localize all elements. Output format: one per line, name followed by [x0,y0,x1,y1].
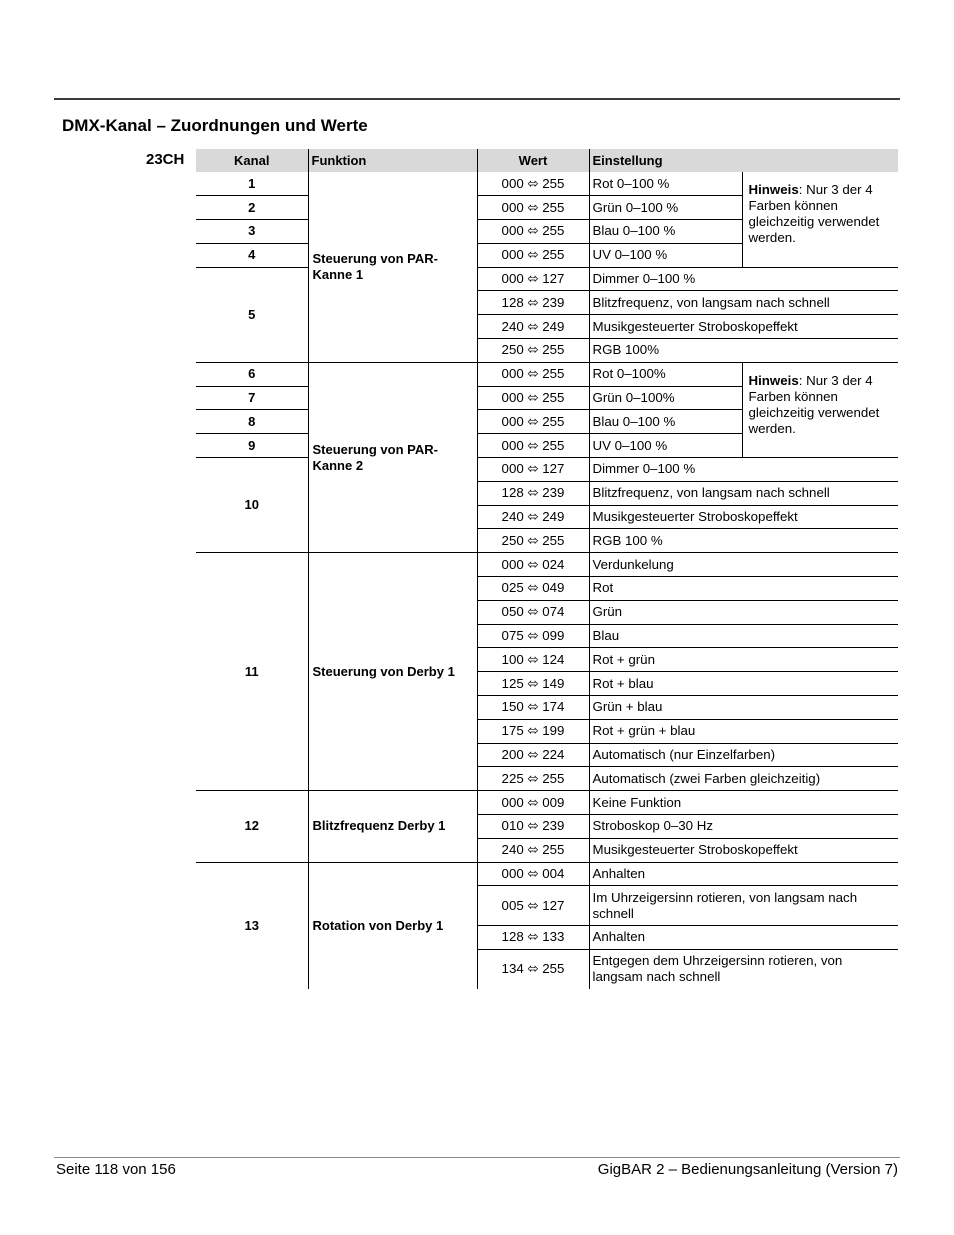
footer-document-title: GigBAR 2 – Bedienungsanleitung (Version 7) [597,1161,898,1178]
value-cell: 128 ⬄ 239 [477,481,589,505]
table-header-row [196,149,898,172]
value-cell: 000 ⬄ 255 [477,410,589,434]
channel-cell: 4 [196,243,308,267]
channel-cell: 10 [196,458,308,553]
note-label: Hinweis [748,372,799,388]
note-text: : Nur 3 der 4 Farben können gleichzeitig verwendet werden. [748,372,880,436]
value-cell: 000 ⬄ 255 [477,434,589,458]
table-row [196,267,898,291]
setting-cell: Im Uhrzeigersinn rotieren, von langsam nach schnell [589,886,898,926]
dmx-table [196,149,898,989]
setting-cell: Entgegen dem Uhrzeigersinn rotieren, von langsam nach schnell [589,949,898,989]
mode-label: 23CH [146,151,185,168]
channel-cell: 13 [244,917,259,933]
setting-cell: Rot + blau [589,672,898,696]
channel-cell: 7 [196,386,308,410]
setting-cell: Automatisch (zwei Farben gleichzeitig) [589,767,898,791]
value-cell: 010 ⬄ 239 [477,815,589,839]
table-row [196,862,898,886]
function-cell: Steuerung von Derby 1 [308,553,477,791]
value-cell: 134 ⬄ 255 [477,949,589,989]
table-row [196,172,898,196]
value-cell: 005 ⬄ 127 [477,886,589,926]
function-cell: Rotation von Derby 1 [308,862,477,989]
channel-cell: 3 [196,220,308,244]
bottom-rule [54,1157,900,1158]
value-cell: 240 ⬄ 249 [477,505,589,529]
setting-cell: Blau 0–100 % [589,410,742,434]
value-cell: 000 ⬄ 255 [477,220,589,244]
setting-cell: Blau 0–100 % [589,220,742,244]
section-title: DMX-Kanal – Zuordnungen und Werte [62,116,368,135]
channel-cell: 1 [196,172,308,196]
value-cell: 200 ⬄ 224 [477,743,589,767]
channel-cell: 5 [196,267,308,362]
setting-cell: Anhalten [589,862,898,886]
value-cell: 000 ⬄ 024 [477,553,589,577]
value-cell: 240 ⬄ 255 [477,838,589,862]
value-cell: 075 ⬄ 099 [477,624,589,648]
value-cell: 050 ⬄ 074 [477,600,589,624]
setting-cell: RGB 100 % [589,529,898,553]
setting-cell: Verdunkelung [589,553,898,577]
value-cell: 000 ⬄ 127 [477,267,589,291]
header-wert: Wert [477,149,589,172]
value-cell: 225 ⬄ 255 [477,767,589,791]
setting-cell: Rot + grün [589,648,898,672]
setting-cell: Musikgesteuerter Stroboskopeffekt [589,505,898,529]
setting-cell: Automatisch (nur Einzelfarben) [589,743,898,767]
setting-cell: Dimmer 0–100 % [589,267,898,291]
value-cell: 125 ⬄ 149 [477,672,589,696]
value-cell: 128 ⬄ 239 [477,291,589,315]
table-row [196,362,898,386]
header-einstellung: Einstellung [589,149,898,172]
setting-cell: Dimmer 0–100 % [589,458,898,482]
header-funktion: Funktion [308,149,477,172]
value-cell: 240 ⬄ 249 [477,315,589,339]
setting-cell: Rot 0–100% [589,362,742,386]
value-cell: 000 ⬄ 009 [477,791,589,815]
setting-cell: Musikgesteuerter Stroboskopeffekt [589,315,898,339]
channel-cell: 6 [196,362,308,386]
setting-cell: Rot + grün + blau [589,719,898,743]
note-cell [742,172,898,267]
note-cell [742,362,898,457]
setting-cell: Rot 0–100 % [589,172,742,196]
function-cell: Steuerung von PAR-Kanne 2 [308,362,477,552]
setting-cell: Stroboskop 0–30 Hz [589,815,898,839]
setting-cell: Rot [589,577,898,601]
value-cell: 150 ⬄ 174 [477,696,589,720]
value-cell: 025 ⬄ 049 [477,577,589,601]
value-cell: 250 ⬄ 255 [477,339,589,363]
channel-cell: 2 [196,196,308,220]
setting-cell: Grün 0–100% [589,386,742,410]
setting-cell: RGB 100% [589,339,898,363]
value-cell: 000 ⬄ 255 [477,196,589,220]
table-body [196,172,898,989]
value-cell: 250 ⬄ 255 [477,529,589,553]
setting-cell: Blitzfrequenz, von langsam nach schnell [589,481,898,505]
header-kanal: Kanal [196,149,308,172]
setting-cell: Grün [589,600,898,624]
value-cell: 000 ⬄ 255 [477,362,589,386]
channel-cell: 9 [196,434,308,458]
setting-cell: UV 0–100 % [589,243,742,267]
value-cell: 000 ⬄ 255 [477,172,589,196]
value-cell: 100 ⬄ 124 [477,648,589,672]
channel-cell: 12 [196,791,308,862]
setting-cell: Musikgesteuerter Stroboskopeffekt [589,838,898,862]
function-cell: Steuerung von PAR-Kanne 1 [308,172,477,362]
table-row [196,553,898,577]
setting-cell: Keine Funktion [589,791,898,815]
note-label: Hinweis [748,182,799,197]
setting-cell: Grün 0–100 % [589,196,742,220]
channel-cell: 11 [196,553,308,791]
value-cell: 000 ⬄ 127 [477,458,589,482]
footer-page-number: Seite 118 von 156 [56,1161,176,1178]
channel-cell: 8 [196,410,308,434]
top-rule [54,98,900,100]
value-cell: 175 ⬄ 199 [477,719,589,743]
setting-cell: Blau [589,624,898,648]
value-cell: 128 ⬄ 133 [477,925,589,949]
table-row [196,458,898,482]
setting-cell: Anhalten [589,925,898,949]
setting-cell: UV 0–100 % [589,434,742,458]
value-cell: 000 ⬄ 255 [477,243,589,267]
function-cell: Blitzfrequenz Derby 1 [308,791,477,862]
value-cell: 000 ⬄ 004 [477,862,589,886]
table-row [196,791,898,815]
setting-cell: Blitzfrequenz, von langsam nach schnell [589,291,898,315]
setting-cell: Grün + blau [589,696,898,720]
note-text: : Nur 3 der 4 Farben können gleichzeitig verwendet werden. [748,182,880,245]
value-cell: 000 ⬄ 255 [477,386,589,410]
